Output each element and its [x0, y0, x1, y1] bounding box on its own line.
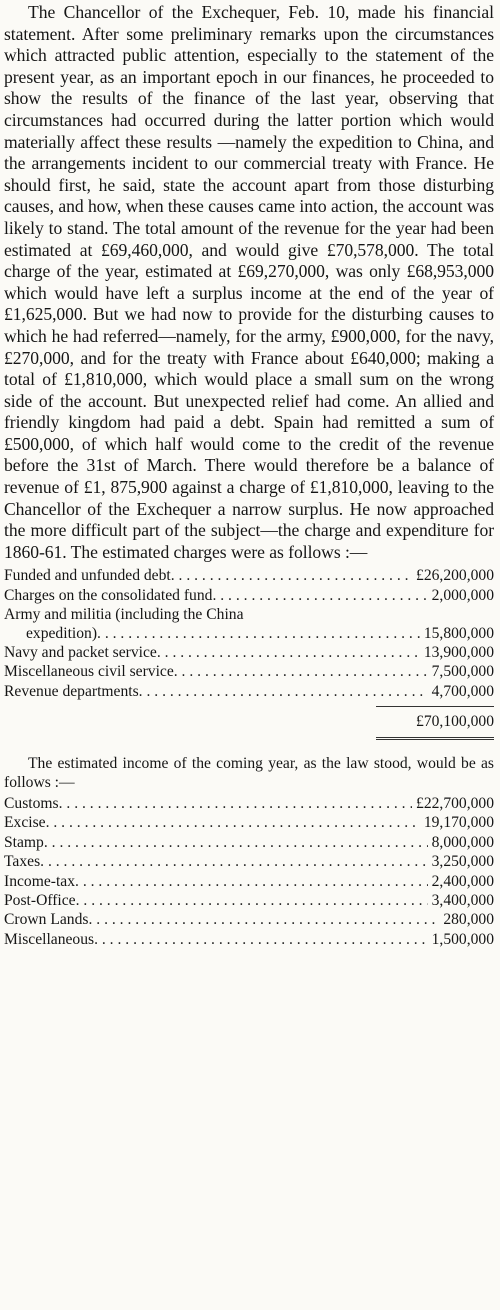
row-label: Revenue departments — [4, 682, 139, 700]
row-label: Army and militia (including the China — [4, 605, 244, 623]
row-amount: 2,400,000 — [431, 872, 494, 890]
row-amount: 15,800,000 — [423, 625, 494, 643]
row-label: Navy and packet service — [4, 644, 157, 662]
table-row — [4, 852, 494, 871]
charges-total-row — [4, 712, 494, 731]
row-amount: 13,900,000 — [423, 644, 494, 662]
row-amount: 8,000,000 — [431, 833, 494, 851]
table-row — [4, 930, 494, 949]
table-row — [4, 891, 494, 910]
row-label: Post-Office — [4, 891, 76, 909]
leader-dots — [88, 910, 439, 929]
table-row — [4, 910, 494, 929]
leader-dots — [171, 566, 412, 585]
table-row — [4, 643, 494, 662]
table-row — [4, 794, 494, 813]
table-row — [4, 833, 494, 852]
row-label: Stamp — [4, 833, 44, 851]
estimated-income-table — [4, 794, 494, 949]
leader-dots — [212, 586, 427, 605]
row-amount: £22,700,000 — [416, 794, 494, 812]
table-row — [4, 662, 494, 681]
row-amount: 3,250,000 — [431, 853, 494, 871]
row-amount: 4,700,000 — [431, 682, 494, 700]
row-amount: 1,500,000 — [431, 930, 494, 948]
row-amount: £26,200,000 — [416, 567, 494, 585]
leader-dots — [59, 794, 412, 813]
row-label: Miscellaneous civil service — [4, 663, 174, 681]
leader-dots — [46, 813, 420, 832]
row-amount: 3,400,000 — [431, 891, 494, 909]
charges-total: £70,100,000 — [416, 712, 494, 730]
row-amount: 2,000,000 — [431, 586, 494, 604]
leader-dots — [174, 662, 428, 681]
table-row — [4, 813, 494, 832]
row-label: Taxes — [4, 853, 41, 871]
leader-dots — [40, 852, 427, 871]
table-row — [4, 872, 494, 891]
row-label: Income-tax — [4, 872, 76, 890]
leader-dots — [94, 930, 428, 949]
leader-dots — [44, 833, 428, 852]
income-intro-paragraph: The estimated income of the coming year, as the law stood, would be as follows :— — [4, 755, 494, 792]
row-label: expedition) — [26, 625, 98, 643]
row-label: Funded and unfunded debt — [4, 567, 171, 585]
row-amount: 7,500,000 — [431, 663, 494, 681]
table-row — [4, 566, 494, 585]
sum-rule — [376, 706, 494, 707]
row-label: Miscellaneous — [4, 930, 95, 948]
row-label: Customs — [4, 794, 59, 812]
table-row — [4, 624, 494, 643]
leader-dots — [76, 891, 428, 910]
leader-dots — [97, 624, 420, 643]
budget-statement-paragraph: The Chancellor of the Exchequer, Feb. 10, made his financial statement. After some preliminary remarks upon the circumstances which attracted public attention, especially to the statement of the present year, as an important epoch in our finances, he proceeded to show the results of the finance of the last year, observing that circumstances had occurred during the latter portion which would materially affect these results —namely the expedition to China, and the arrangements incident to our commercial treaty with France. He should first, he said, state the account apart from those disturbing causes, and how, when these causes came into action, the account was likely to stand. The total amount of the revenue for the year had been estimated at £69,460,000, and would give £70,578,000. The total charge of the year, estimated at £69,270,000, was only £68,953,000 which would have left a surplus income at the end of the year of £1,625,000. But we had now to provide for the disturbing causes to which he had referred—namely, for the army, £900,000, for the navy, £270,000, and for the treaty with France about £640,000; making a total of £1,810,000, which would place a small sum on the wrong side of the account. But unexpected relief had come. An allied and friendly kingdom had paid a debt. Spain had remitted a sum of £500,000, of which half would come to the credit of the revenue before the 31st of March. There would therefore be a balance of revenue of £1, 875,900 against a charge of £1,810,000, leaving to the Chancellor of the Exchequer a narrow surplus. He now approached the more difficult part of the subject—the charge and expenditure for 1860-61. The estimated charges were as follows :— — [4, 2, 494, 562]
row-label: Crown Lands — [4, 911, 89, 929]
row-label: Excise — [4, 814, 46, 832]
total-double-rule — [376, 737, 494, 740]
row-amount: 19,170,000 — [423, 814, 494, 832]
row-label: Charges on the consolidated fund — [4, 586, 213, 604]
table-row — [4, 682, 494, 701]
leader-dots — [157, 643, 420, 662]
leader-dots — [139, 682, 428, 701]
table-row — [4, 586, 494, 605]
leader-dots — [75, 872, 428, 891]
table-row — [4, 605, 494, 624]
estimated-charges-table — [4, 566, 494, 700]
row-amount: 280,000 — [443, 911, 494, 929]
